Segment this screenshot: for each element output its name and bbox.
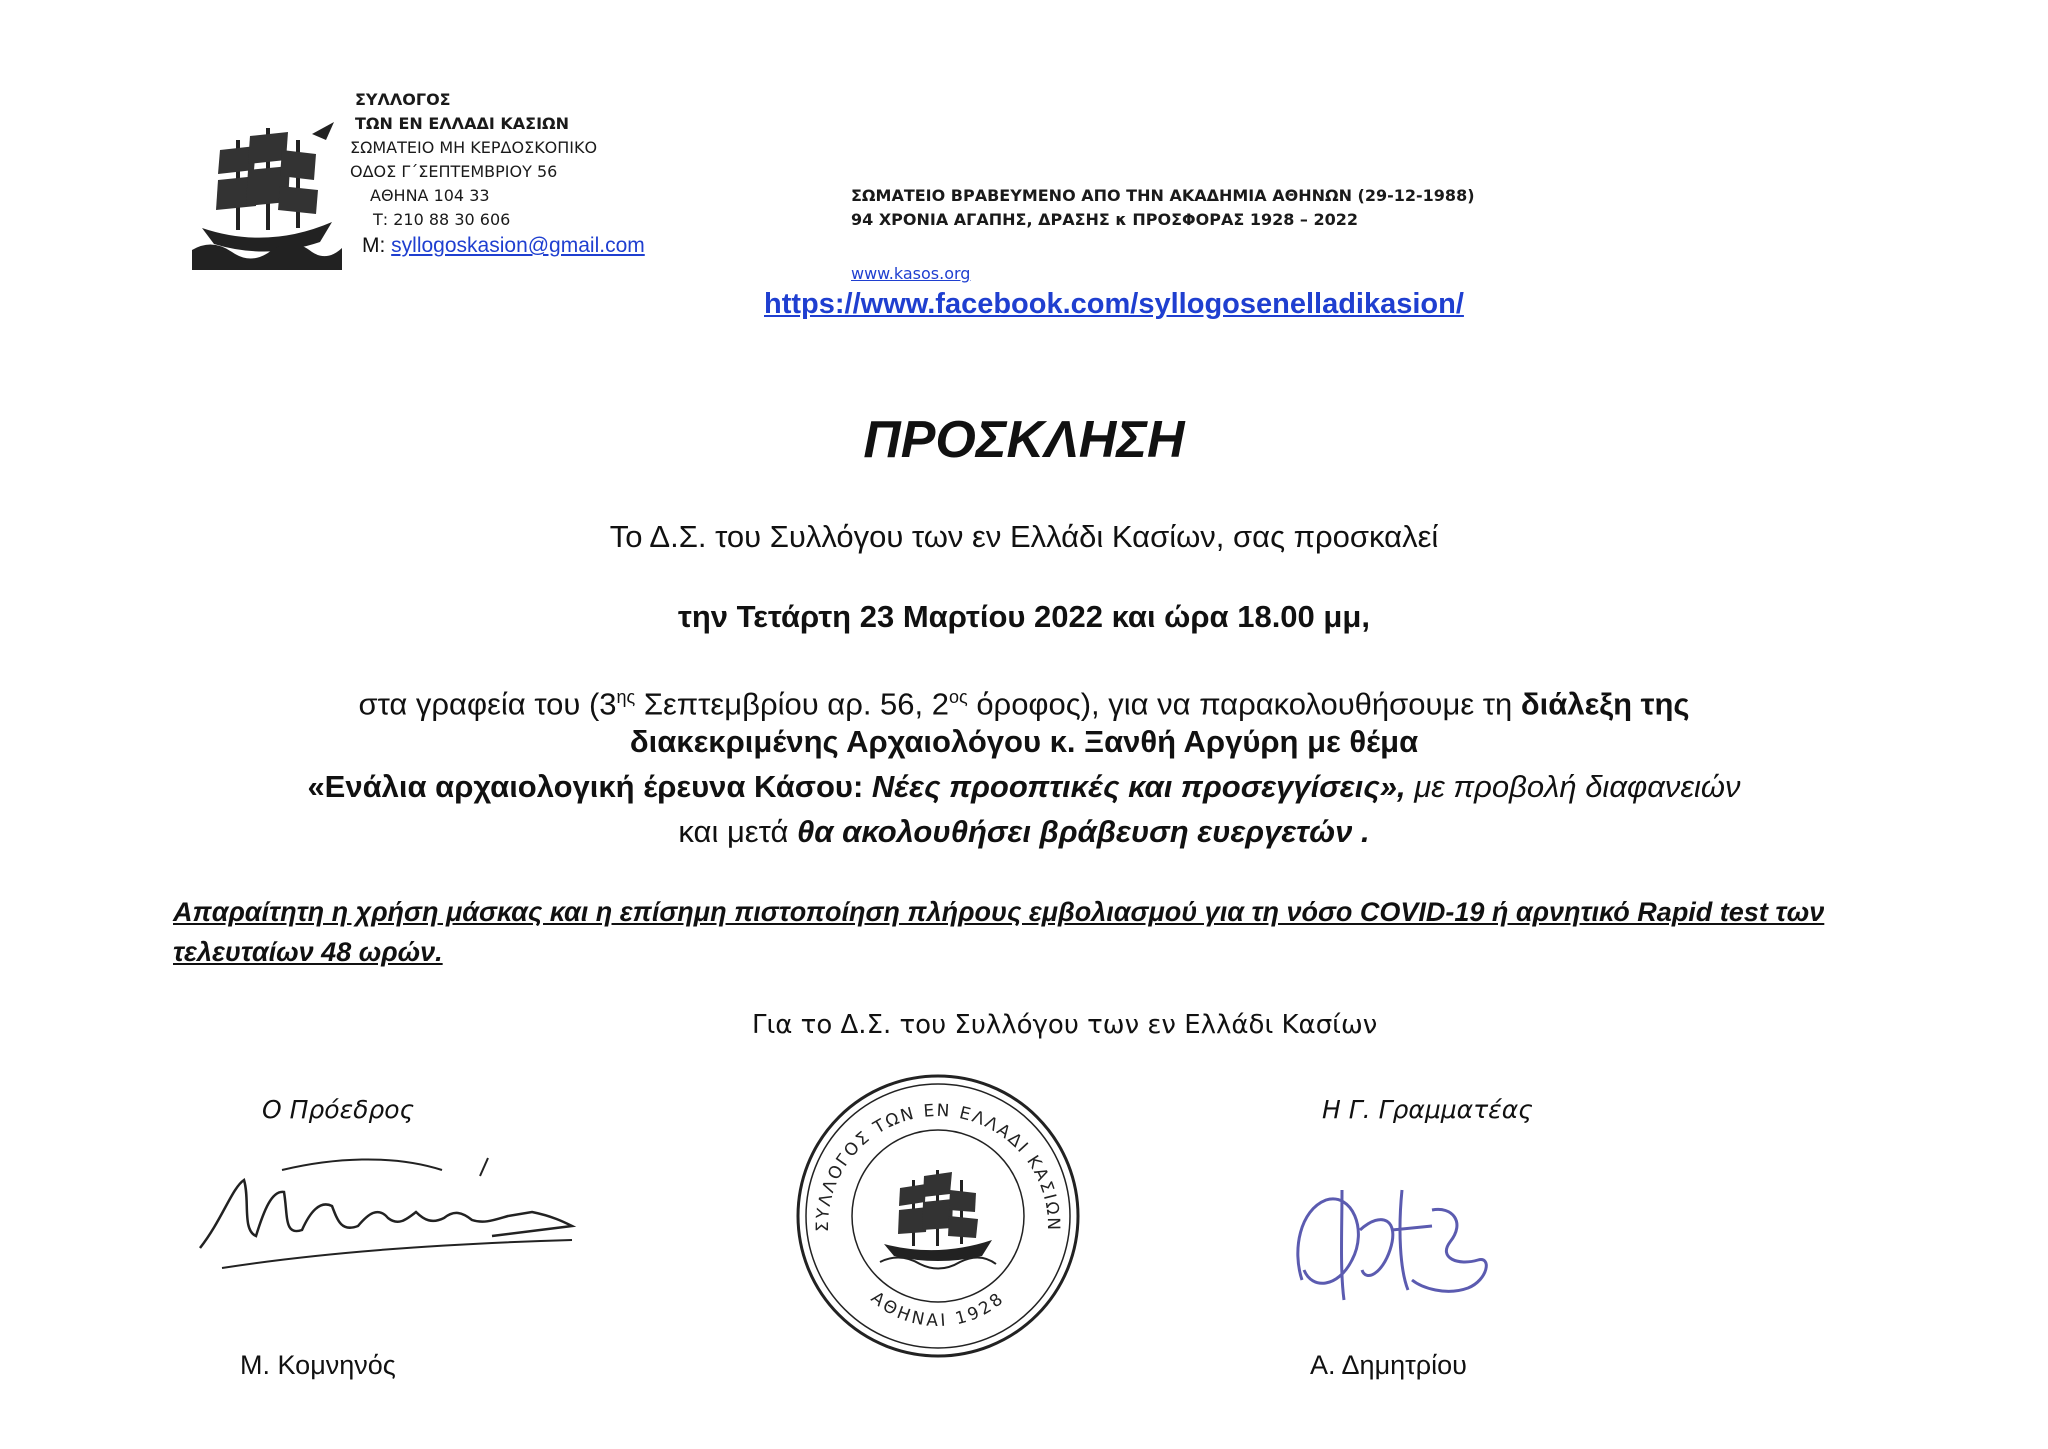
invitation-intro: Το Δ.Σ. του Συλλόγου των εν Ελλάδι Κασίων, σας προσκαλεί	[609, 519, 1439, 554]
on-behalf-text: Για το Δ.Σ. του Συλλόγου των εν Ελλάδι Κασίων	[752, 1010, 1378, 1040]
event-location-line	[0, 675, 2048, 726]
org-street: ΟΔΟΣ Γ΄ΣΕΠΤΕΜΒΡΙΟΥ 56	[350, 162, 558, 181]
awards-part-b: θα ακολουθήσει βράβευση ευεργετών .	[796, 814, 1370, 849]
association-seal-icon	[788, 1066, 1088, 1366]
org-name-line2: ΤΩΝ ΕΝ ΕΛΛΑΔΙ ΚΑΣΙΩΝ	[355, 114, 570, 133]
ordinal-sup-1: ης	[616, 687, 636, 707]
topic-part-c: με προβολή διαφανειών	[1405, 769, 1741, 804]
lecture-topic-line	[0, 765, 2048, 809]
president-name: Μ. Κομνηνός	[240, 1350, 396, 1380]
org-email-row	[362, 232, 645, 260]
location-text-b: Σεπτεμβρίου αρ. 56, 2	[635, 686, 950, 722]
award-text: ΣΩΜΑΤΕΙΟ ΒΡΑΒΕΥΜΕΝΟ ΑΠΟ ΤΗΝ ΑΚΑΔΗΜΙΑ ΑΘΗΝΩΝ (29-12-1988)	[851, 186, 1475, 205]
secretary-name: Α. Δημητρίου	[1310, 1350, 1467, 1380]
facebook-link[interactable]: https://www.facebook.com/syllogosenelladikasion/	[764, 288, 1464, 320]
secretary-signature-icon	[1282, 1170, 1502, 1320]
org-name-line1: ΣΥΛΛΟΓΟΣ	[355, 90, 451, 109]
page-title: ΠΡΟΣΚΛΗΣΗ	[863, 411, 1185, 469]
email-prefix: M:	[362, 234, 386, 257]
ordinal-sup-2: ος	[949, 687, 968, 707]
org-city: ΑΘΗΝΑ 104 33	[370, 186, 490, 205]
president-signature-icon	[192, 1140, 582, 1290]
location-text-a: στα γραφεία του (3	[358, 686, 617, 722]
website-link[interactable]: www.kasos.org	[851, 264, 971, 283]
email-link[interactable]: syllogoskasion@gmail.com	[391, 234, 645, 257]
topic-part-a: «Ενάλια αρχαιολογική έρευνα Κάσου:	[307, 769, 872, 804]
secretary-role: Η Γ. Γραμματέας	[1322, 1095, 1533, 1124]
topic-part-b: Νέες προοπτικές και προσεγγίσεις»,	[871, 769, 1406, 804]
awards-line	[0, 810, 2048, 854]
event-datetime: την Τετάρτη 23 Μαρτίου 2022 και ώρα 18.00 μμ,	[678, 599, 1370, 634]
lecturer-line: διακεκριμένης Αρχαιολόγου κ. Ξανθή Αργύρη με θέμα	[629, 724, 1419, 759]
seal-bottom-text: ΑΘΗΝΑΙ 1928	[866, 1287, 1010, 1332]
ship-logo-icon	[192, 110, 342, 270]
location-text-c: όροφος), για να παρακολουθήσουμε τη	[967, 686, 1521, 722]
org-type: ΣΩΜΑΤΕΙΟ ΜΗ ΚΕΡΔΟΣΚΟΠΙΚΟ	[350, 138, 598, 157]
years-text: 94 ΧΡΟΝΙΑ ΑΓΑΠΗΣ, ΔΡΑΣΗΣ κ ΠΡΟΣΦΟΡΑΣ 1928 – 2022	[851, 210, 1359, 229]
svg-text:ΑΘΗΝΑΙ 1928	[867, 1288, 1009, 1331]
lecture-label: διάλεξη της	[1520, 686, 1690, 722]
org-phone: Τ: 210 88 30 606	[373, 210, 511, 229]
covid-notice: Απαραίτητη η χρήση μάσκας και η επίσημη πιστοποίηση πλήρους εμβολιασμού για τη νόσο COVID-19 ή αρνητικό Rapid test των τελευταίων 48 ωρών.	[173, 897, 1825, 967]
seal-top-text: ΣΥΛΛΟΓΟΣ ΤΩΝ ΕΝ ΕΛΛΑΔΙ ΚΑΣΙΩΝ	[812, 1100, 1064, 1233]
awards-part-a: και μετά	[678, 814, 797, 849]
president-role: Ο Πρόεδρος	[262, 1095, 415, 1124]
